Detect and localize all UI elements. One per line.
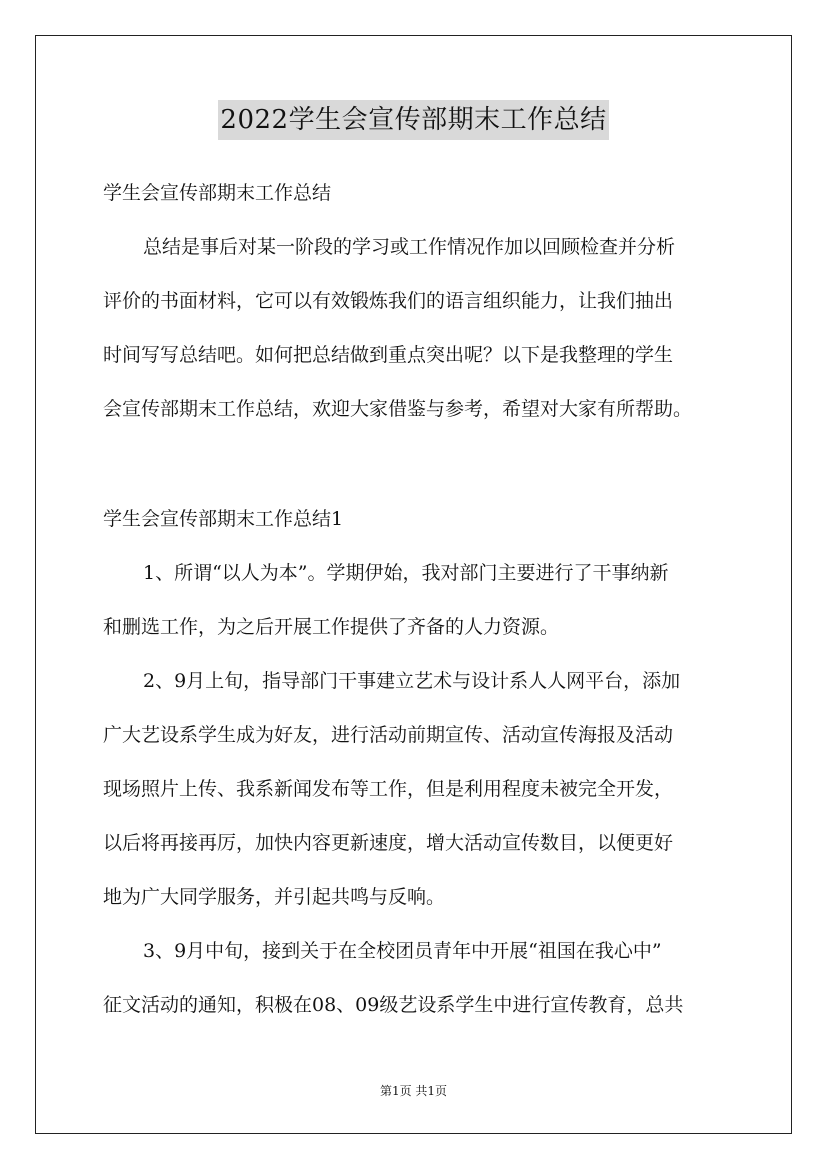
paragraph-line: 1、所谓“以人为本”。学期伊始，我对部门主要进行了干事纳新 xyxy=(143,562,669,584)
intro-line: 评价的书面材料，它可以有效锻炼我们的语言组织能力，让我们抽出 xyxy=(103,290,674,312)
paragraph-line: 以后将再接再厉，加快内容更新速度，增大活动宣传数目，以便更好 xyxy=(103,832,674,854)
page-footer xyxy=(0,1083,827,1099)
paragraph-line: 3、9月中旬，接到关于在全校团员青年中开展“祖国在我心中” xyxy=(143,940,662,962)
paragraph-line: 广大艺设系学生成为好友，进行活动前期宣传、活动宣传海报及活动 xyxy=(103,724,674,746)
paragraph-line: 现场照片上传、我系新闻发布等工作，但是利用程度未被完全开发， xyxy=(103,778,674,800)
document-subtitle: 学生会宣传部期末工作总结 xyxy=(103,182,332,204)
intro-line: 总结是事后对某一阶段的学习或工作情况作加以回顾检查并分析 xyxy=(143,236,676,258)
paragraph-line: 征文活动的通知，积极在08、09级艺设系学生中进行宣传教育，总共 xyxy=(103,994,684,1016)
page-number: 第1页 共1页 xyxy=(379,1084,448,1098)
paragraph-line: 地为广大同学服务，并引起共鸣与反响。 xyxy=(103,886,446,908)
section-block xyxy=(103,492,743,1032)
document-title: 2022学生会宣传部期末工作总结 xyxy=(218,100,608,140)
intro-line: 时间写写总结吧。如何把总结做到重点突出呢？以下是我整理的学生 xyxy=(103,344,674,366)
intro-block xyxy=(103,166,743,436)
title-container xyxy=(0,100,827,140)
intro-line: 会宣传部期末工作总结，欢迎大家借鉴与参考，希望对大家有所帮助。 xyxy=(103,398,693,420)
paragraph-line: 2、9月上旬，指导部门干事建立艺术与设计系人人网平台，添加 xyxy=(143,670,681,692)
paragraph-line: 和删选工作，为之后开展工作提供了齐备的人力资源。 xyxy=(103,616,560,638)
section-heading: 学生会宣传部期末工作总结1 xyxy=(103,508,344,530)
